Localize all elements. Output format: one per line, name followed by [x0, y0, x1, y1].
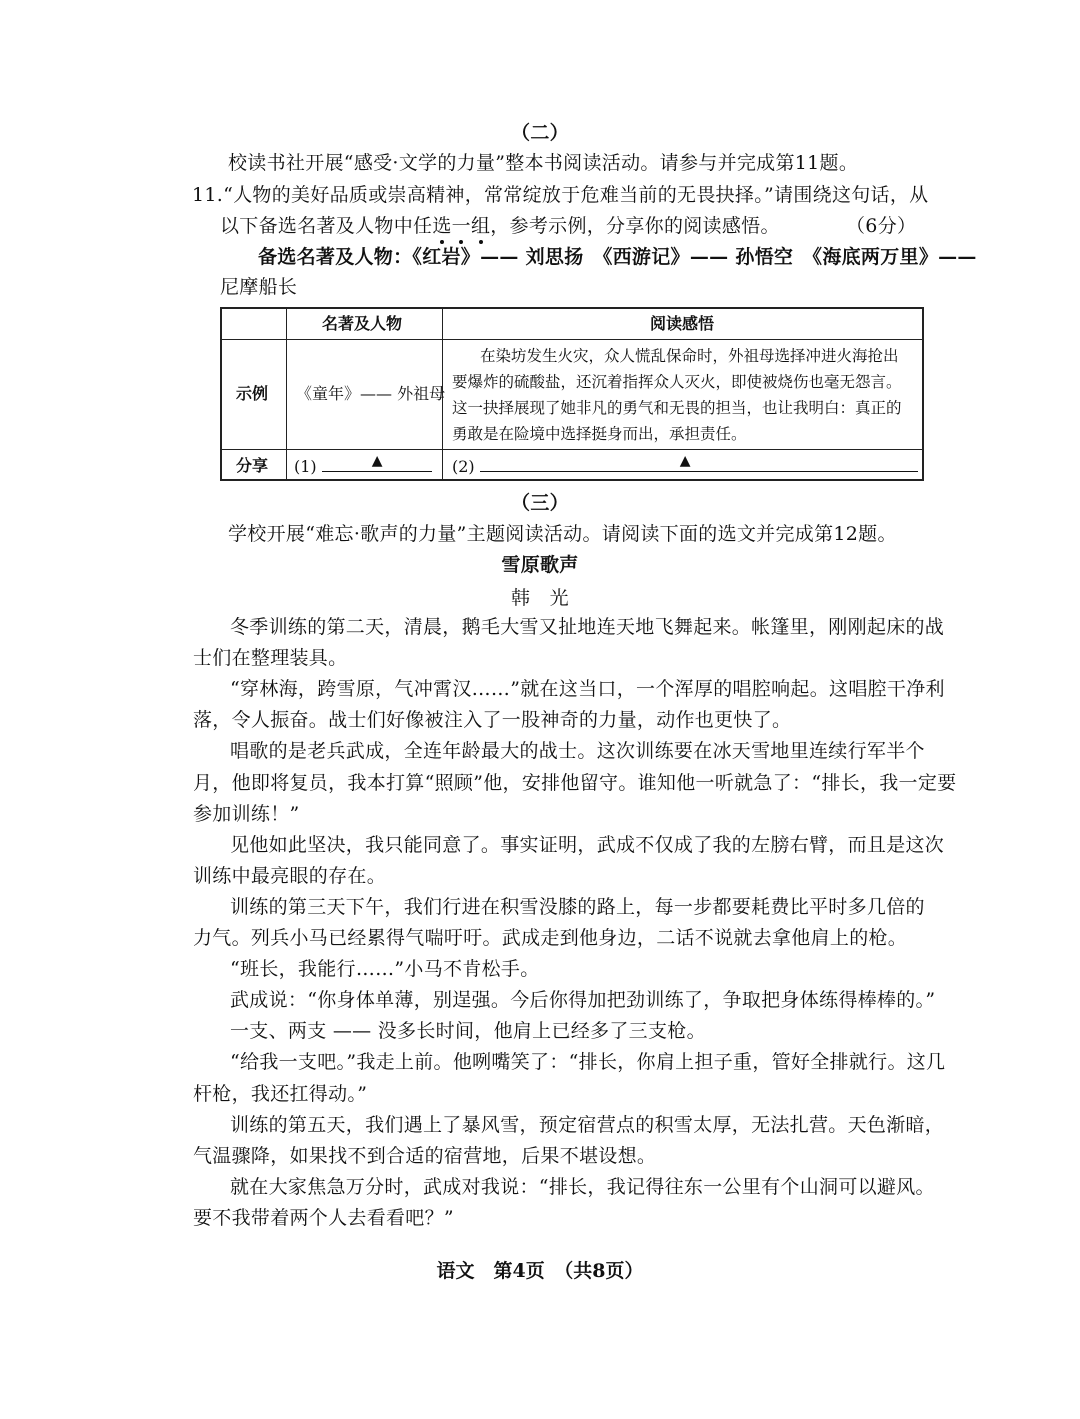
table-example-text-2: 要爆炸的硫酸盐，还沉着指挥众人灭火，即使被烧伤也毫无怨言。: [452, 373, 902, 391]
blank1-label: (1): [294, 457, 317, 476]
table-example-text-3: 这一抉择展现了她非凡的勇气和无畏的担当，也让我明白：真正的: [452, 399, 902, 417]
q11-line2-b: ，参考示例，分享你的阅读感悟。: [490, 215, 780, 237]
triangle-icon: ▲: [371, 453, 383, 469]
section2-intro: 校读书社开展“感受·文学的力量”整本书阅读活动。请参与并完成第11题。: [228, 152, 859, 174]
article-line: 杆枪，我还扛得动。”: [193, 1082, 368, 1105]
article-line: 训练的第五天，我们遇上了暴风雪，预定宿营点的积雪太厚，无法扎营。天色渐暗，: [230, 1113, 945, 1136]
article-line: 唱歌的是老兵武成，全连年龄最大的战士。这次训练要在冰天雪地里连续行军半个: [230, 740, 925, 763]
table-example-label: 示例: [236, 384, 269, 403]
table-example-text-4: 勇敢是在险境中选择挺身而出，承担责任。: [452, 425, 747, 443]
article-line: 训练中最亮眼的存在。: [193, 864, 387, 887]
blank2-line: [480, 455, 918, 472]
table-divider: [286, 309, 287, 479]
share-blank-2[interactable]: [452, 455, 918, 478]
article-line: 训练的第三天下午，我们行进在积雪没膝的路上，每一步都要耗费比平时多几倍的: [230, 895, 925, 918]
article-line: 落，令人振奋。战士们好像被注入了一股神奇的力量，动作也更快了。: [193, 709, 792, 732]
q11-options-line1: 备选名著及人物：《红岩》—— 刘思扬 《西游记》—— 孙悟空 《海底两万里》——: [258, 246, 977, 268]
q11-line1: 11.“人物的美好品质或崇高精神，常常绽放于危难当前的无畏抉择。”请围绕这句话，从: [192, 184, 929, 206]
article-title: 雪原歌声: [501, 554, 579, 576]
article-line: 士们在整理装具。: [193, 647, 348, 670]
table-divider: [222, 339, 922, 340]
table-divider: [222, 449, 922, 450]
blank1-line: [322, 455, 432, 472]
emphasis-char: 选: [432, 215, 452, 237]
table-example-text-1: 在染坊发生火灾，众人慌乱保命时，外祖母选择冲进火海抢出: [480, 347, 899, 365]
article-line: 冬季训练的第二天，清晨，鹅毛大雪又扯地连天地飞舞起来。帐篷里，刚刚起床的战: [230, 616, 945, 638]
q11-score: （6分）: [846, 215, 917, 237]
article-line: “班长，我能行……”小马不肯松手。: [230, 958, 540, 981]
section2-heading: （二）: [511, 122, 569, 144]
article-line: 见他如此坚决，我只能同意了。事实证明，武成不仅成了我的左膀右臂，而且是这次: [230, 833, 945, 856]
q11-line2: [220, 213, 780, 239]
article-line: 要不我带着两个人去看看吧？”: [193, 1206, 454, 1229]
article-line: 气温骤降，如果找不到合适的宿营地，后果不堪设想。: [193, 1144, 657, 1167]
emphasis-char: 一: [451, 215, 471, 237]
article-line: “穿林海，跨雪原，气冲霄汉……”就在这当口，一个浑厚的唱腔响起。这唱腔干净利: [230, 678, 945, 701]
article-line: 月，他即将复员，我本打算“照顾”他，安排他留守。谁知他一听就急了：“排长，我一定要: [193, 771, 957, 794]
article-line: 武成说：“你身体单薄，别逞强。今后你得加把劲训练了，争取把身体练得棒棒的。”: [230, 989, 936, 1012]
table-header-book: 名著及人物: [322, 314, 403, 333]
q11-options-line2: 尼摩船长: [220, 276, 298, 298]
blank2-label: (2): [452, 457, 475, 476]
article-line: 力气。列兵小马已经累得气喘吁吁。武成走到他身边，二话不说就去拿他肩上的枪。: [193, 927, 908, 949]
q11-emphasis: [432, 215, 490, 237]
article-line: 就在大家焦急万分时，武成对我说：“排长，我记得往东一公里有个山洞可以避风。: [230, 1175, 935, 1198]
table-share-label: 分享: [236, 456, 269, 475]
reading-table: [220, 307, 924, 481]
emphasis-char: 组: [470, 215, 491, 237]
table-example-book: 《童年》—— 外祖母: [296, 384, 446, 403]
article-line: 一支、两支 —— 没多长时间，他肩上已经多了三支枪。: [230, 1020, 706, 1043]
article-line: “给我一支吧。”我走上前。他咧嘴笑了：“排长，你肩上担子重，管好全排就行。这几: [230, 1051, 946, 1074]
table-header-feeling: 阅读感悟: [650, 314, 715, 333]
q11-line2-a: 以下备选名著及人物中任: [220, 215, 433, 237]
article-line: 参加训练！”: [193, 802, 300, 825]
page-footer: 语文 第4页 （共8页）: [436, 1260, 644, 1282]
triangle-icon: ▲: [679, 453, 691, 469]
section3-intro: 学校开展“难忘·歌声的力量”主题阅读活动。请阅读下面的选文并完成第12题。: [228, 523, 897, 545]
share-blank-1[interactable]: [294, 455, 432, 478]
section3-heading: （三）: [511, 492, 569, 514]
article-author: 韩 光: [511, 587, 569, 609]
